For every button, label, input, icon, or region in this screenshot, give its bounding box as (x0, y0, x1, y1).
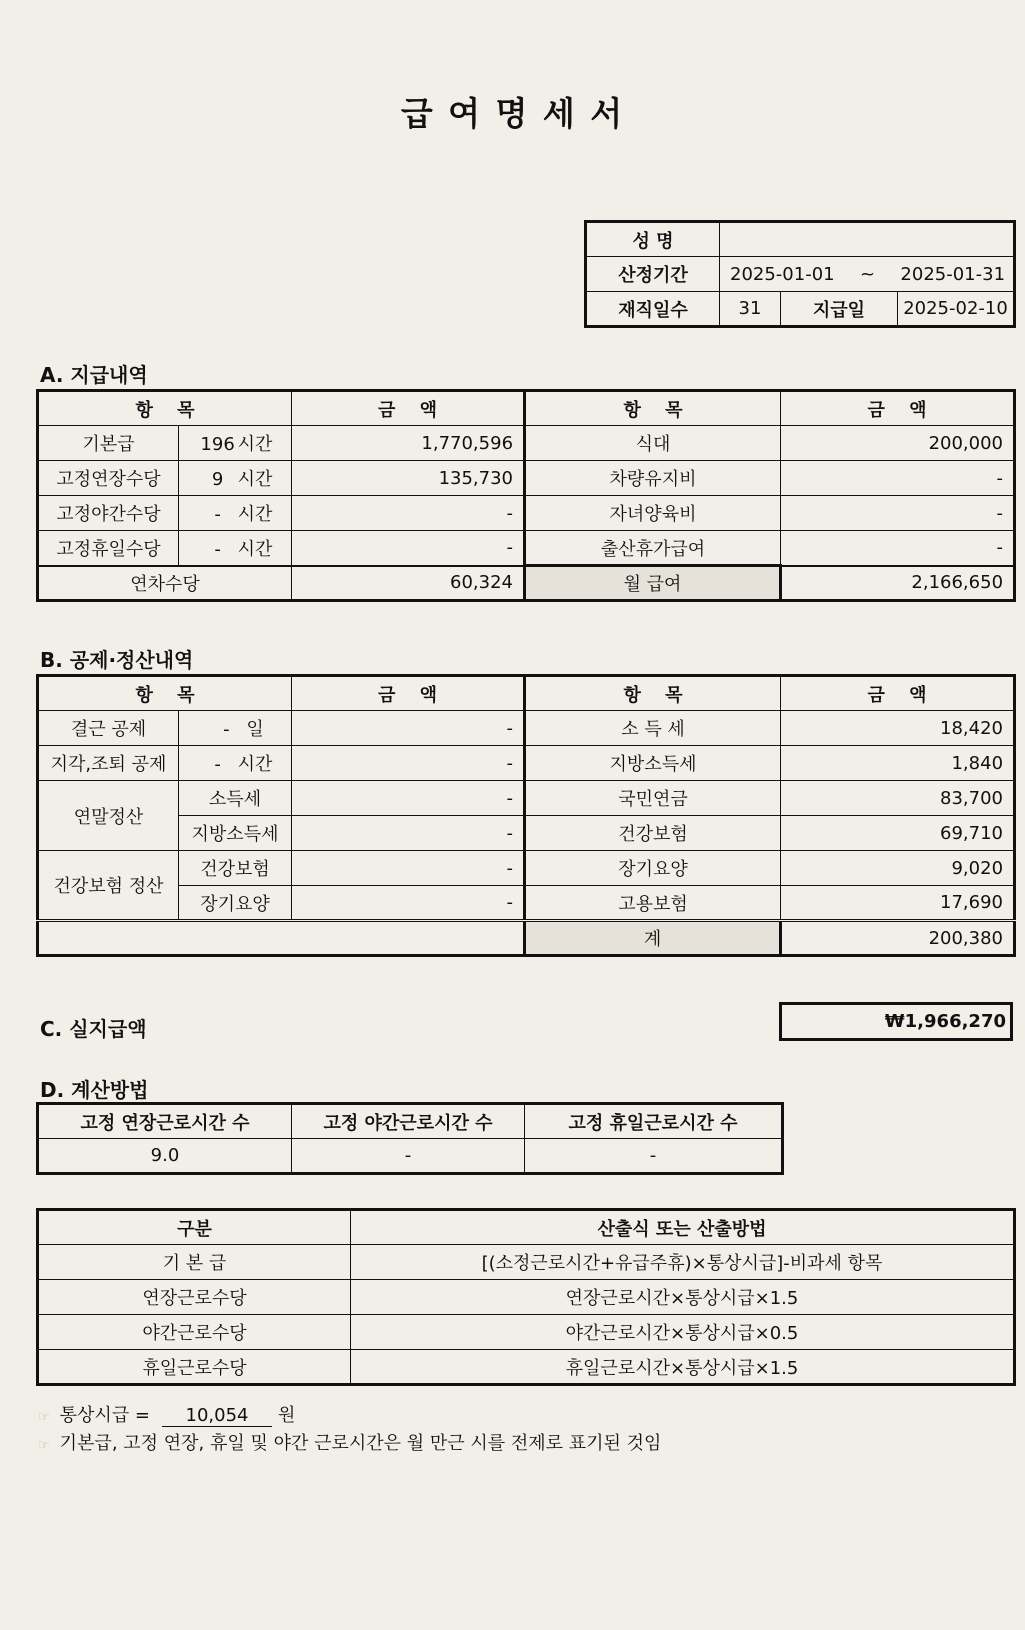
table-row (38, 851, 1015, 886)
yearend-sub-amount: - (292, 816, 525, 851)
section-b-heading: B. 공제·정산내역 (40, 648, 194, 672)
days-value: 31 (720, 292, 781, 327)
pay-item-hours: - 시간 (179, 496, 292, 531)
deduction-label: 지방소득세 (525, 746, 781, 781)
method-formula: [(소정근로시간+유급주휴)×통상시급]-비과세 항목 (351, 1245, 1015, 1280)
method-category: 기 본 급 (38, 1245, 351, 1280)
health-sub-amount: - (292, 851, 525, 886)
health-sub-amount: - (292, 886, 525, 921)
fixed-holiday-header: 고정 휴일근로시간 수 (525, 1104, 783, 1139)
table-row (38, 816, 1015, 851)
fixed-hours-table (36, 1102, 784, 1175)
health-sub-label: 장기요양 (179, 886, 292, 921)
fixed-holiday-value: - (525, 1139, 783, 1174)
hand-pointer-icon: ☞ (38, 1410, 50, 1425)
table-row (38, 921, 1015, 956)
deduction-label: 건강보험 (525, 816, 781, 851)
hdr-item-left: 항 목 (38, 676, 292, 711)
pay-item-label: 고정야간수당 (38, 496, 179, 531)
method-category: 야간근로수당 (38, 1315, 351, 1350)
pay-item-label: 고정연장수당 (38, 461, 179, 496)
pay-item-amount: 1,770,596 (292, 426, 525, 461)
pay-item-label: 차량유지비 (525, 461, 781, 496)
method-formula: 휴일근로시간×통상시급×1.5 (351, 1350, 1015, 1385)
table-row (38, 496, 1015, 531)
method-formula: 연장근로시간×통상시급×1.5 (351, 1280, 1015, 1315)
method-header-category: 구분 (38, 1210, 351, 1245)
yearend-sub-label: 소득세 (179, 781, 292, 816)
table-row (38, 781, 1015, 816)
pay-item-label: 식대 (525, 426, 781, 461)
monthly-pay-label: 월 급여 (525, 566, 781, 601)
pay-item-label: 출산휴가급여 (525, 531, 781, 566)
pay-item-amount: 135,730 (292, 461, 525, 496)
hdr-amount-right: 금 액 (781, 391, 1015, 426)
late-qty: - 시간 (179, 746, 292, 781)
pay-item-hours: 196 시간 (179, 426, 292, 461)
hourly-wage-value: 10,054 (162, 1405, 272, 1427)
hdr-item-left: 항 목 (38, 391, 292, 426)
hdr-amount-left: 금 액 (292, 676, 525, 711)
table-row (38, 711, 1015, 746)
deduction-amount: 1,840 (781, 746, 1015, 781)
pay-item-amount: - (781, 496, 1015, 531)
method-category: 연장근로수당 (38, 1280, 351, 1315)
blank-cell (38, 921, 525, 956)
fixed-overtime-header: 고정 연장근로시간 수 (38, 1104, 292, 1139)
late-label: 지각,조퇴 공제 (38, 746, 179, 781)
period-end: 2025-01-31 (900, 263, 1006, 285)
deduction-table (36, 674, 1016, 957)
fixed-night-header: 고정 야간근로시간 수 (292, 1104, 525, 1139)
pay-item-label: 고정휴일수당 (38, 531, 179, 566)
absence-qty: - 일 (179, 711, 292, 746)
net-pay-box (779, 1002, 1013, 1041)
document-title: 급 여 명 세 서 (400, 94, 625, 133)
deduction-label: 고용보험 (525, 886, 781, 921)
note-basis-text: 기본급, 고정 연장, 휴일 및 야간 근로시간은 월 만근 시를 전제로 표기된 것임 (59, 1433, 662, 1454)
hdr-item-right: 항 목 (525, 391, 781, 426)
deduction-label: 소 득 세 (525, 711, 781, 746)
method-formula: 야간근로시간×통상시급×0.5 (351, 1315, 1015, 1350)
period-separator: ~ (859, 263, 876, 285)
health-settle-label: 건강보험 정산 (38, 851, 179, 921)
name-label: 성 명 (586, 222, 720, 257)
deduction-label: 국민연금 (525, 781, 781, 816)
hdr-item-right: 항 목 (525, 676, 781, 711)
section-a-heading: A. 지급내역 (40, 363, 148, 387)
pay-item-amount: - (292, 531, 525, 566)
annual-leave-label: 연차수당 (38, 566, 292, 601)
fixed-night-value: - (292, 1139, 525, 1174)
days-label: 재직일수 (586, 292, 720, 327)
table-row (38, 1280, 1015, 1315)
note-basis (38, 1429, 661, 1455)
yearend-label: 연말정산 (38, 781, 179, 851)
table-row (38, 1350, 1015, 1385)
table-row (38, 566, 1015, 601)
pay-item-label: 자녀양육비 (525, 496, 781, 531)
yearend-sub-label: 지방소득세 (179, 816, 292, 851)
deduction-total-label: 계 (525, 921, 781, 956)
deduction-amount: 83,700 (781, 781, 1015, 816)
section-d-heading: D. 계산방법 (40, 1078, 149, 1102)
pay-item-amount: - (781, 461, 1015, 496)
payment-table (36, 389, 1016, 602)
deduction-amount: 69,710 (781, 816, 1015, 851)
table-row (38, 426, 1015, 461)
hdr-amount-left: 금 액 (292, 391, 525, 426)
deduction-amount: 18,420 (781, 711, 1015, 746)
name-value (720, 222, 1015, 257)
pay-date-label: 지급일 (781, 292, 898, 327)
late-amount: - (292, 746, 525, 781)
hand-pointer-icon: ☞ (38, 1438, 50, 1453)
net-pay-amount: ₩1,966,270 (884, 1011, 1006, 1032)
pay-item-amount: - (781, 531, 1015, 566)
period-label: 산정기간 (586, 257, 720, 292)
table-row (38, 886, 1015, 921)
pay-item-hours: - 시간 (179, 531, 292, 566)
note-hourly-wage (38, 1401, 295, 1427)
period-range (720, 257, 1015, 292)
pay-item-label: 기본급 (38, 426, 179, 461)
pay-item-amount: 200,000 (781, 426, 1015, 461)
deduction-amount: 9,020 (781, 851, 1015, 886)
section-c-heading: C. 실지급액 (40, 1017, 147, 1041)
pay-item-hours: 9 시간 (179, 461, 292, 496)
yearend-sub-amount: - (292, 781, 525, 816)
table-row (38, 461, 1015, 496)
method-category: 휴일근로수당 (38, 1350, 351, 1385)
period-start: 2025-01-01 (730, 263, 835, 285)
absence-label: 결근 공제 (38, 711, 179, 746)
table-row (38, 1245, 1015, 1280)
fixed-overtime-value: 9.0 (38, 1139, 292, 1174)
hdr-amount-right: 금 액 (781, 676, 1015, 711)
table-row (38, 1315, 1015, 1350)
table-row (38, 531, 1015, 566)
table-row (38, 746, 1015, 781)
hourly-wage-unit: 원 (278, 1405, 296, 1426)
health-sub-label: 건강보험 (179, 851, 292, 886)
deduction-total-amount: 200,380 (781, 921, 1015, 956)
pay-item-amount: - (292, 496, 525, 531)
hourly-wage-label: 통상시급 = (59, 1405, 151, 1426)
pay-date-value: 2025-02-10 (898, 292, 1015, 327)
monthly-pay-amount: 2,166,650 (781, 566, 1015, 601)
method-header-formula: 산출식 또는 산출방법 (351, 1210, 1015, 1245)
employee-info-table (584, 220, 1016, 328)
calculation-method-table (36, 1208, 1016, 1386)
deduction-amount: 17,690 (781, 886, 1015, 921)
absence-amount: - (292, 711, 525, 746)
annual-leave-amount: 60,324 (292, 566, 525, 601)
deduction-label: 장기요양 (525, 851, 781, 886)
